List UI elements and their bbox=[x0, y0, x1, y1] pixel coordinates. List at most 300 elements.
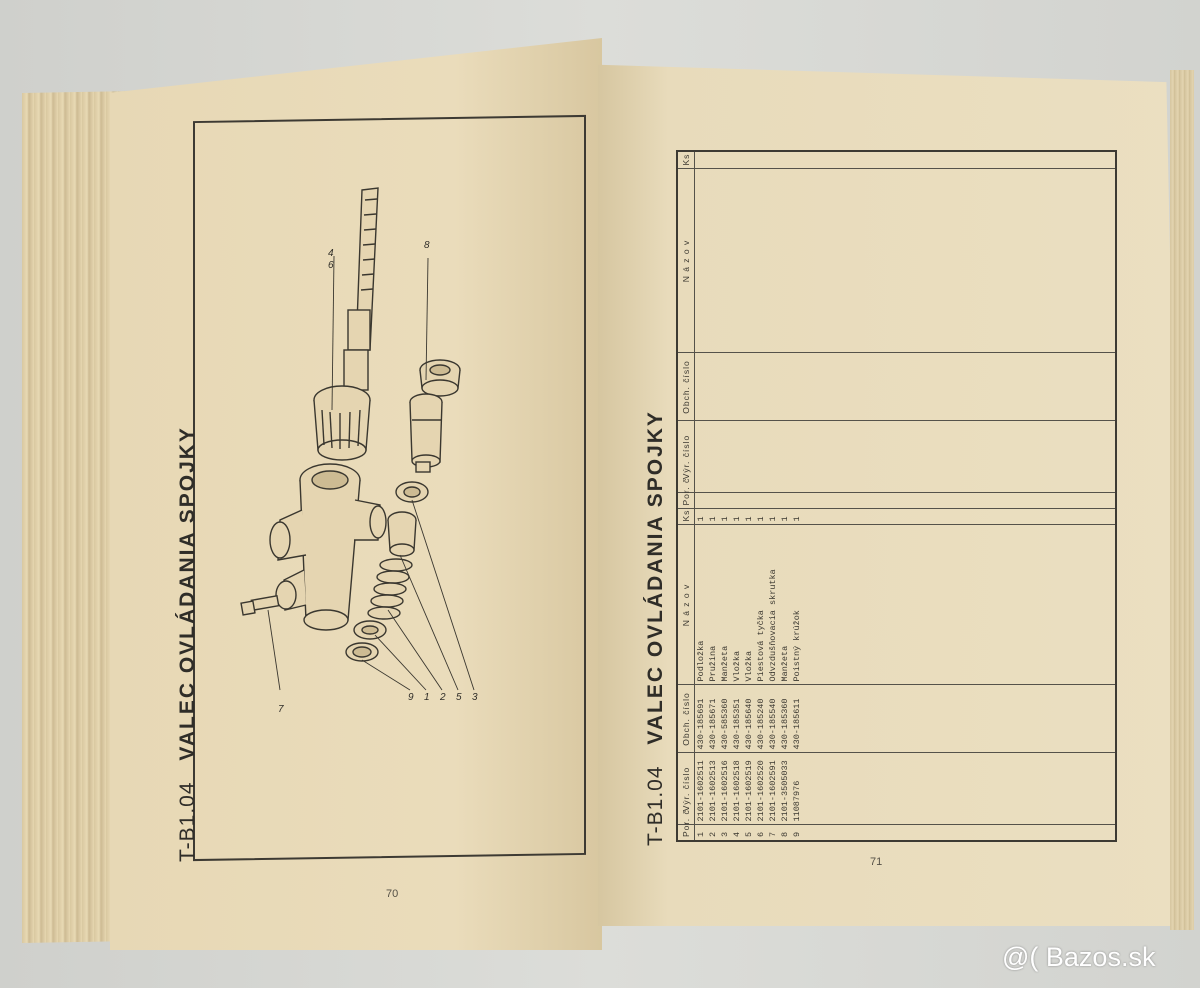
parts-table bbox=[676, 150, 1117, 842]
cell-empty bbox=[851, 353, 863, 421]
cell-empty bbox=[971, 353, 983, 421]
cell-empty bbox=[1043, 353, 1055, 421]
cell-empty bbox=[803, 685, 815, 753]
table-row-empty bbox=[911, 151, 923, 841]
cell-empty bbox=[1019, 421, 1031, 493]
cell-empty bbox=[1031, 525, 1043, 685]
cell-empty bbox=[1079, 353, 1091, 421]
cell-vyr: 2101-1602520 bbox=[755, 753, 767, 825]
cell-nazov: Piestová tyčka bbox=[755, 525, 767, 685]
cell-obch: 430-185540 bbox=[767, 685, 779, 753]
cell-empty bbox=[1019, 493, 1031, 509]
table-row-empty bbox=[923, 151, 935, 841]
exploded-insert bbox=[388, 512, 416, 556]
header-obch-2: Obch. číslo bbox=[677, 353, 695, 421]
cell-empty bbox=[1043, 685, 1055, 753]
cell-empty bbox=[779, 493, 791, 509]
cell-por: 9 bbox=[791, 825, 803, 841]
cell-empty bbox=[1067, 685, 1079, 753]
cell-empty bbox=[695, 353, 708, 421]
cell-empty bbox=[791, 353, 803, 421]
cell-empty bbox=[887, 525, 899, 685]
cell-empty bbox=[1055, 685, 1067, 753]
cell-empty bbox=[875, 151, 887, 169]
table-row-empty bbox=[947, 151, 959, 841]
cell-empty bbox=[863, 151, 875, 169]
cell-empty bbox=[839, 525, 851, 685]
cell-empty bbox=[1019, 151, 1031, 169]
cell-empty bbox=[1067, 525, 1079, 685]
cell-empty bbox=[1067, 421, 1079, 493]
cell-nazov: Podložka bbox=[695, 525, 708, 685]
cell-empty bbox=[815, 825, 827, 841]
cell-obch: 430-185351 bbox=[731, 685, 743, 753]
left-page-heading bbox=[176, 426, 200, 862]
cell-empty bbox=[911, 753, 923, 825]
cell-empty bbox=[899, 151, 911, 169]
cell-empty bbox=[719, 493, 731, 509]
cell-empty bbox=[1055, 753, 1067, 825]
cell-empty bbox=[1043, 421, 1055, 493]
left-page-number: 70 bbox=[386, 888, 399, 900]
cell-empty bbox=[875, 525, 887, 685]
cell-empty bbox=[851, 509, 863, 525]
cell-empty bbox=[947, 509, 959, 525]
cell-empty bbox=[1019, 169, 1031, 353]
cell-empty bbox=[815, 685, 827, 753]
cell-empty bbox=[851, 825, 863, 841]
right-page-number: 71 bbox=[870, 856, 883, 868]
cell-empty bbox=[947, 353, 959, 421]
header-por: Por. č. bbox=[677, 825, 695, 841]
cell-empty bbox=[1055, 509, 1067, 525]
cell-empty bbox=[743, 151, 755, 169]
cell-empty bbox=[719, 353, 731, 421]
cell-empty bbox=[1043, 753, 1055, 825]
cell-empty bbox=[923, 353, 935, 421]
cell-empty bbox=[875, 825, 887, 841]
cell-empty bbox=[839, 825, 851, 841]
table-row-empty bbox=[995, 151, 1007, 841]
cell-empty bbox=[851, 421, 863, 493]
table-row bbox=[719, 151, 731, 841]
cell-ks: 1 bbox=[707, 509, 719, 525]
cell-empty bbox=[707, 421, 719, 493]
cell-empty bbox=[719, 421, 731, 493]
cell-empty bbox=[935, 353, 947, 421]
cell-empty bbox=[1031, 151, 1043, 169]
cell-nazov: Manžeta bbox=[719, 525, 731, 685]
cell-empty bbox=[959, 685, 971, 753]
cell-por: 7 bbox=[767, 825, 779, 841]
callout-7: 7 bbox=[278, 704, 284, 715]
bleed-screw bbox=[241, 596, 279, 615]
table-row-empty bbox=[1091, 151, 1103, 841]
cell-empty bbox=[911, 169, 923, 353]
cell-empty bbox=[959, 825, 971, 841]
cell-empty bbox=[1067, 169, 1079, 353]
cell-nazov: Odvzdušňovacia skrutka bbox=[767, 525, 779, 685]
cell-empty bbox=[839, 753, 851, 825]
table-row-empty bbox=[827, 151, 839, 841]
cell-empty bbox=[995, 509, 1007, 525]
cell-empty bbox=[1079, 509, 1091, 525]
piston-rod bbox=[344, 188, 378, 390]
cell-empty bbox=[1031, 493, 1043, 509]
cell-empty bbox=[815, 509, 827, 525]
cell-empty bbox=[959, 509, 971, 525]
cell-ks: 1 bbox=[719, 509, 731, 525]
cell-empty bbox=[983, 151, 995, 169]
callout-8: 8 bbox=[424, 240, 430, 251]
cell-empty bbox=[779, 353, 791, 421]
cell-empty bbox=[1079, 151, 1091, 169]
cell-empty bbox=[827, 353, 839, 421]
cell-empty bbox=[1079, 421, 1091, 493]
table-row-empty bbox=[839, 151, 851, 841]
cell-empty bbox=[899, 169, 911, 353]
table-row-empty bbox=[959, 151, 971, 841]
cell-empty bbox=[863, 493, 875, 509]
callout-3: 3 bbox=[472, 692, 478, 703]
cell-empty bbox=[911, 685, 923, 753]
cell-empty bbox=[1043, 151, 1055, 169]
left-page-code: T-B1.04 bbox=[176, 781, 199, 862]
cell-empty bbox=[1007, 353, 1019, 421]
cell-empty bbox=[1043, 493, 1055, 509]
cell-empty bbox=[947, 151, 959, 169]
table-row-empty bbox=[1067, 151, 1079, 841]
cell-empty bbox=[995, 753, 1007, 825]
cell-empty bbox=[1103, 493, 1116, 509]
left-page-title: VALEC OVLÁDANIA SPOJKY bbox=[176, 426, 199, 761]
cell-empty bbox=[863, 509, 875, 525]
cell-empty bbox=[1103, 825, 1116, 841]
cell-empty bbox=[1091, 421, 1103, 493]
cell-empty bbox=[1103, 509, 1116, 525]
cell-empty bbox=[791, 421, 803, 493]
cell-empty bbox=[1031, 825, 1043, 841]
cell-empty bbox=[803, 493, 815, 509]
cell-empty bbox=[923, 151, 935, 169]
cell-empty bbox=[1031, 509, 1043, 525]
cell-empty bbox=[827, 493, 839, 509]
cell-empty bbox=[983, 353, 995, 421]
cell-empty bbox=[959, 151, 971, 169]
cell-empty bbox=[1019, 525, 1031, 685]
cell-empty bbox=[923, 493, 935, 509]
cell-empty bbox=[923, 509, 935, 525]
cell-empty bbox=[755, 421, 767, 493]
cell-ks: 1 bbox=[743, 509, 755, 525]
cell-empty bbox=[983, 493, 995, 509]
cell-empty bbox=[1091, 151, 1103, 169]
cell-empty bbox=[767, 151, 779, 169]
cell-empty bbox=[815, 525, 827, 685]
cell-empty bbox=[755, 353, 767, 421]
cell-empty bbox=[899, 509, 911, 525]
cell-empty bbox=[959, 353, 971, 421]
cell-empty bbox=[1019, 753, 1031, 825]
cell-empty bbox=[863, 353, 875, 421]
cell-empty bbox=[1055, 353, 1067, 421]
cell-empty bbox=[1007, 421, 1019, 493]
cell-empty bbox=[911, 825, 923, 841]
cell-empty bbox=[1067, 151, 1079, 169]
table-row-empty bbox=[1043, 151, 1055, 841]
cell-empty bbox=[899, 753, 911, 825]
bazos-watermark: @( Bazos.sk bbox=[1002, 942, 1156, 972]
header-vyr-2: Výr. číslo bbox=[677, 421, 695, 493]
cell-empty bbox=[935, 753, 947, 825]
cell-empty bbox=[935, 421, 947, 493]
cell-por: 3 bbox=[719, 825, 731, 841]
cell-empty bbox=[911, 421, 923, 493]
cell-nazov: Vložka bbox=[731, 525, 743, 685]
cell-empty bbox=[707, 493, 719, 509]
table-row-empty bbox=[1031, 151, 1043, 841]
cell-vyr: 2101-1602513 bbox=[707, 753, 719, 825]
table-row-empty bbox=[815, 151, 827, 841]
cell-empty bbox=[863, 825, 875, 841]
cell-empty bbox=[803, 353, 815, 421]
cell-vyr: 2101-1602511 bbox=[695, 753, 708, 825]
callout-5: 5 bbox=[456, 692, 462, 703]
cell-empty bbox=[995, 151, 1007, 169]
cell-empty bbox=[707, 151, 719, 169]
cell-empty bbox=[803, 169, 815, 353]
table-row-empty bbox=[887, 151, 899, 841]
cell-empty bbox=[995, 421, 1007, 493]
cell-empty bbox=[851, 525, 863, 685]
cell-empty bbox=[827, 685, 839, 753]
cell-empty bbox=[1103, 353, 1116, 421]
cell-empty bbox=[803, 509, 815, 525]
table-row bbox=[743, 151, 755, 841]
cell-empty bbox=[935, 509, 947, 525]
cell-empty bbox=[1007, 151, 1019, 169]
header-vyr: Výr. číslo bbox=[677, 753, 695, 825]
cell-empty bbox=[875, 509, 887, 525]
cell-empty bbox=[1007, 825, 1019, 841]
cell-empty bbox=[743, 169, 755, 353]
table-row-empty bbox=[1055, 151, 1067, 841]
table-row-empty bbox=[899, 151, 911, 841]
cell-empty bbox=[1091, 493, 1103, 509]
cell-empty bbox=[875, 753, 887, 825]
exploded-washer bbox=[354, 621, 386, 639]
cell-empty bbox=[1079, 169, 1091, 353]
cell-empty bbox=[839, 509, 851, 525]
cell-ks: 1 bbox=[791, 509, 803, 525]
table-row-empty bbox=[1007, 151, 1019, 841]
table-row bbox=[791, 151, 803, 841]
cell-empty bbox=[1055, 525, 1067, 685]
cell-empty bbox=[731, 421, 743, 493]
cell-empty bbox=[1055, 421, 1067, 493]
cell-empty bbox=[1055, 493, 1067, 509]
cell-empty bbox=[875, 353, 887, 421]
cell-empty bbox=[959, 493, 971, 509]
cell-empty bbox=[755, 493, 767, 509]
cell-empty bbox=[935, 169, 947, 353]
cell-empty bbox=[791, 151, 803, 169]
cell-empty bbox=[1043, 525, 1055, 685]
cell-empty bbox=[1103, 151, 1116, 169]
header-nazov: N á z o v bbox=[677, 525, 695, 685]
cell-empty bbox=[719, 151, 731, 169]
cell-empty bbox=[995, 169, 1007, 353]
cell-nazov: Pružina bbox=[707, 525, 719, 685]
table-row bbox=[755, 151, 767, 841]
cell-empty bbox=[1091, 509, 1103, 525]
cell-empty bbox=[935, 685, 947, 753]
cell-empty bbox=[887, 169, 899, 353]
cell-empty bbox=[983, 509, 995, 525]
cell-por: 8 bbox=[779, 825, 791, 841]
cell-empty bbox=[1079, 525, 1091, 685]
cell-empty bbox=[971, 151, 983, 169]
cell-empty bbox=[887, 421, 899, 493]
cell-empty bbox=[911, 525, 923, 685]
cell-empty bbox=[1067, 825, 1079, 841]
cell-empty bbox=[803, 825, 815, 841]
cell-empty bbox=[863, 169, 875, 353]
cell-empty bbox=[887, 685, 899, 753]
cell-empty bbox=[947, 825, 959, 841]
cell-empty bbox=[1019, 685, 1031, 753]
callout-9: 9 bbox=[408, 692, 414, 703]
cell-empty bbox=[731, 493, 743, 509]
exploded-seal-ring bbox=[396, 482, 428, 502]
cell-empty bbox=[971, 421, 983, 493]
cell-empty bbox=[911, 509, 923, 525]
header-ks-2: Ks bbox=[677, 151, 695, 169]
cell-empty bbox=[875, 493, 887, 509]
cell-empty bbox=[983, 421, 995, 493]
cell-empty bbox=[1079, 493, 1091, 509]
cell-empty bbox=[983, 685, 995, 753]
cell-empty bbox=[803, 525, 815, 685]
cell-empty bbox=[887, 151, 899, 169]
cell-empty bbox=[815, 421, 827, 493]
cell-por: 2 bbox=[707, 825, 719, 841]
cell-empty bbox=[863, 685, 875, 753]
parts-table-rotated bbox=[676, 152, 1106, 842]
right-page-stack-edge bbox=[1170, 70, 1194, 930]
cell-obch: 430-185671 bbox=[707, 685, 719, 753]
cell-por: 6 bbox=[755, 825, 767, 841]
cell-obch: 430-185691 bbox=[695, 685, 708, 753]
cell-empty bbox=[1019, 825, 1031, 841]
cell-empty bbox=[1067, 493, 1079, 509]
cell-empty bbox=[935, 151, 947, 169]
cell-por: 4 bbox=[731, 825, 743, 841]
cell-empty bbox=[947, 753, 959, 825]
cell-empty bbox=[743, 421, 755, 493]
cell-empty bbox=[1091, 525, 1103, 685]
table-row-empty bbox=[971, 151, 983, 841]
cell-empty bbox=[1007, 685, 1019, 753]
cell-empty bbox=[827, 825, 839, 841]
cell-empty bbox=[719, 169, 731, 353]
cell-empty bbox=[1031, 353, 1043, 421]
cell-empty bbox=[947, 685, 959, 753]
cell-empty bbox=[803, 421, 815, 493]
cell-empty bbox=[707, 353, 719, 421]
cell-empty bbox=[1031, 685, 1043, 753]
cell-empty bbox=[887, 353, 899, 421]
cell-empty bbox=[1103, 753, 1116, 825]
cell-empty bbox=[851, 493, 863, 509]
cell-empty bbox=[731, 151, 743, 169]
right-page-title: VALEC OVLÁDANIA SPOJKY bbox=[644, 410, 667, 745]
cell-empty bbox=[971, 169, 983, 353]
cell-obch: 430-585360 bbox=[719, 685, 731, 753]
cell-empty bbox=[947, 169, 959, 353]
cell-empty bbox=[803, 151, 815, 169]
cell-empty bbox=[1091, 169, 1103, 353]
cell-vyr: 2101-1602516 bbox=[719, 753, 731, 825]
cell-empty bbox=[995, 825, 1007, 841]
cell-empty bbox=[1043, 825, 1055, 841]
cell-empty bbox=[839, 421, 851, 493]
cell-empty bbox=[767, 493, 779, 509]
callout-1: 1 bbox=[424, 692, 430, 703]
cell-empty bbox=[1007, 753, 1019, 825]
cell-empty bbox=[755, 169, 767, 353]
cell-empty bbox=[863, 525, 875, 685]
cell-obch: 430-185240 bbox=[755, 685, 767, 753]
table-row-empty bbox=[935, 151, 947, 841]
cell-empty bbox=[899, 353, 911, 421]
cell-empty bbox=[959, 525, 971, 685]
cell-empty bbox=[971, 685, 983, 753]
cell-vyr: 2101-1602518 bbox=[731, 753, 743, 825]
cell-empty bbox=[755, 151, 767, 169]
cell-empty bbox=[935, 825, 947, 841]
cell-empty bbox=[1031, 753, 1043, 825]
cell-vyr: 2101-1602591 bbox=[767, 753, 779, 825]
cell-ks: 1 bbox=[695, 509, 708, 525]
cell-empty bbox=[923, 169, 935, 353]
cell-empty bbox=[767, 169, 779, 353]
cell-empty bbox=[839, 353, 851, 421]
cylinder-body bbox=[270, 464, 386, 630]
cell-empty bbox=[851, 753, 863, 825]
table-row-empty bbox=[851, 151, 863, 841]
cell-empty bbox=[743, 493, 755, 509]
cell-empty bbox=[971, 525, 983, 685]
cell-empty bbox=[887, 509, 899, 525]
table-row bbox=[767, 151, 779, 841]
callout-2: 2 bbox=[440, 692, 446, 703]
cell-empty bbox=[923, 753, 935, 825]
cell-empty bbox=[971, 493, 983, 509]
cell-empty bbox=[779, 421, 791, 493]
cell-empty bbox=[923, 685, 935, 753]
header-nazov-2: N á z o v bbox=[677, 169, 695, 353]
cell-empty bbox=[1067, 353, 1079, 421]
cell-vyr: 2101-1602519 bbox=[743, 753, 755, 825]
cell-empty bbox=[935, 525, 947, 685]
cell-empty bbox=[1079, 685, 1091, 753]
cell-empty bbox=[1091, 685, 1103, 753]
cell-empty bbox=[1007, 525, 1019, 685]
cell-empty bbox=[815, 151, 827, 169]
cell-empty bbox=[791, 169, 803, 353]
cell-empty bbox=[863, 753, 875, 825]
